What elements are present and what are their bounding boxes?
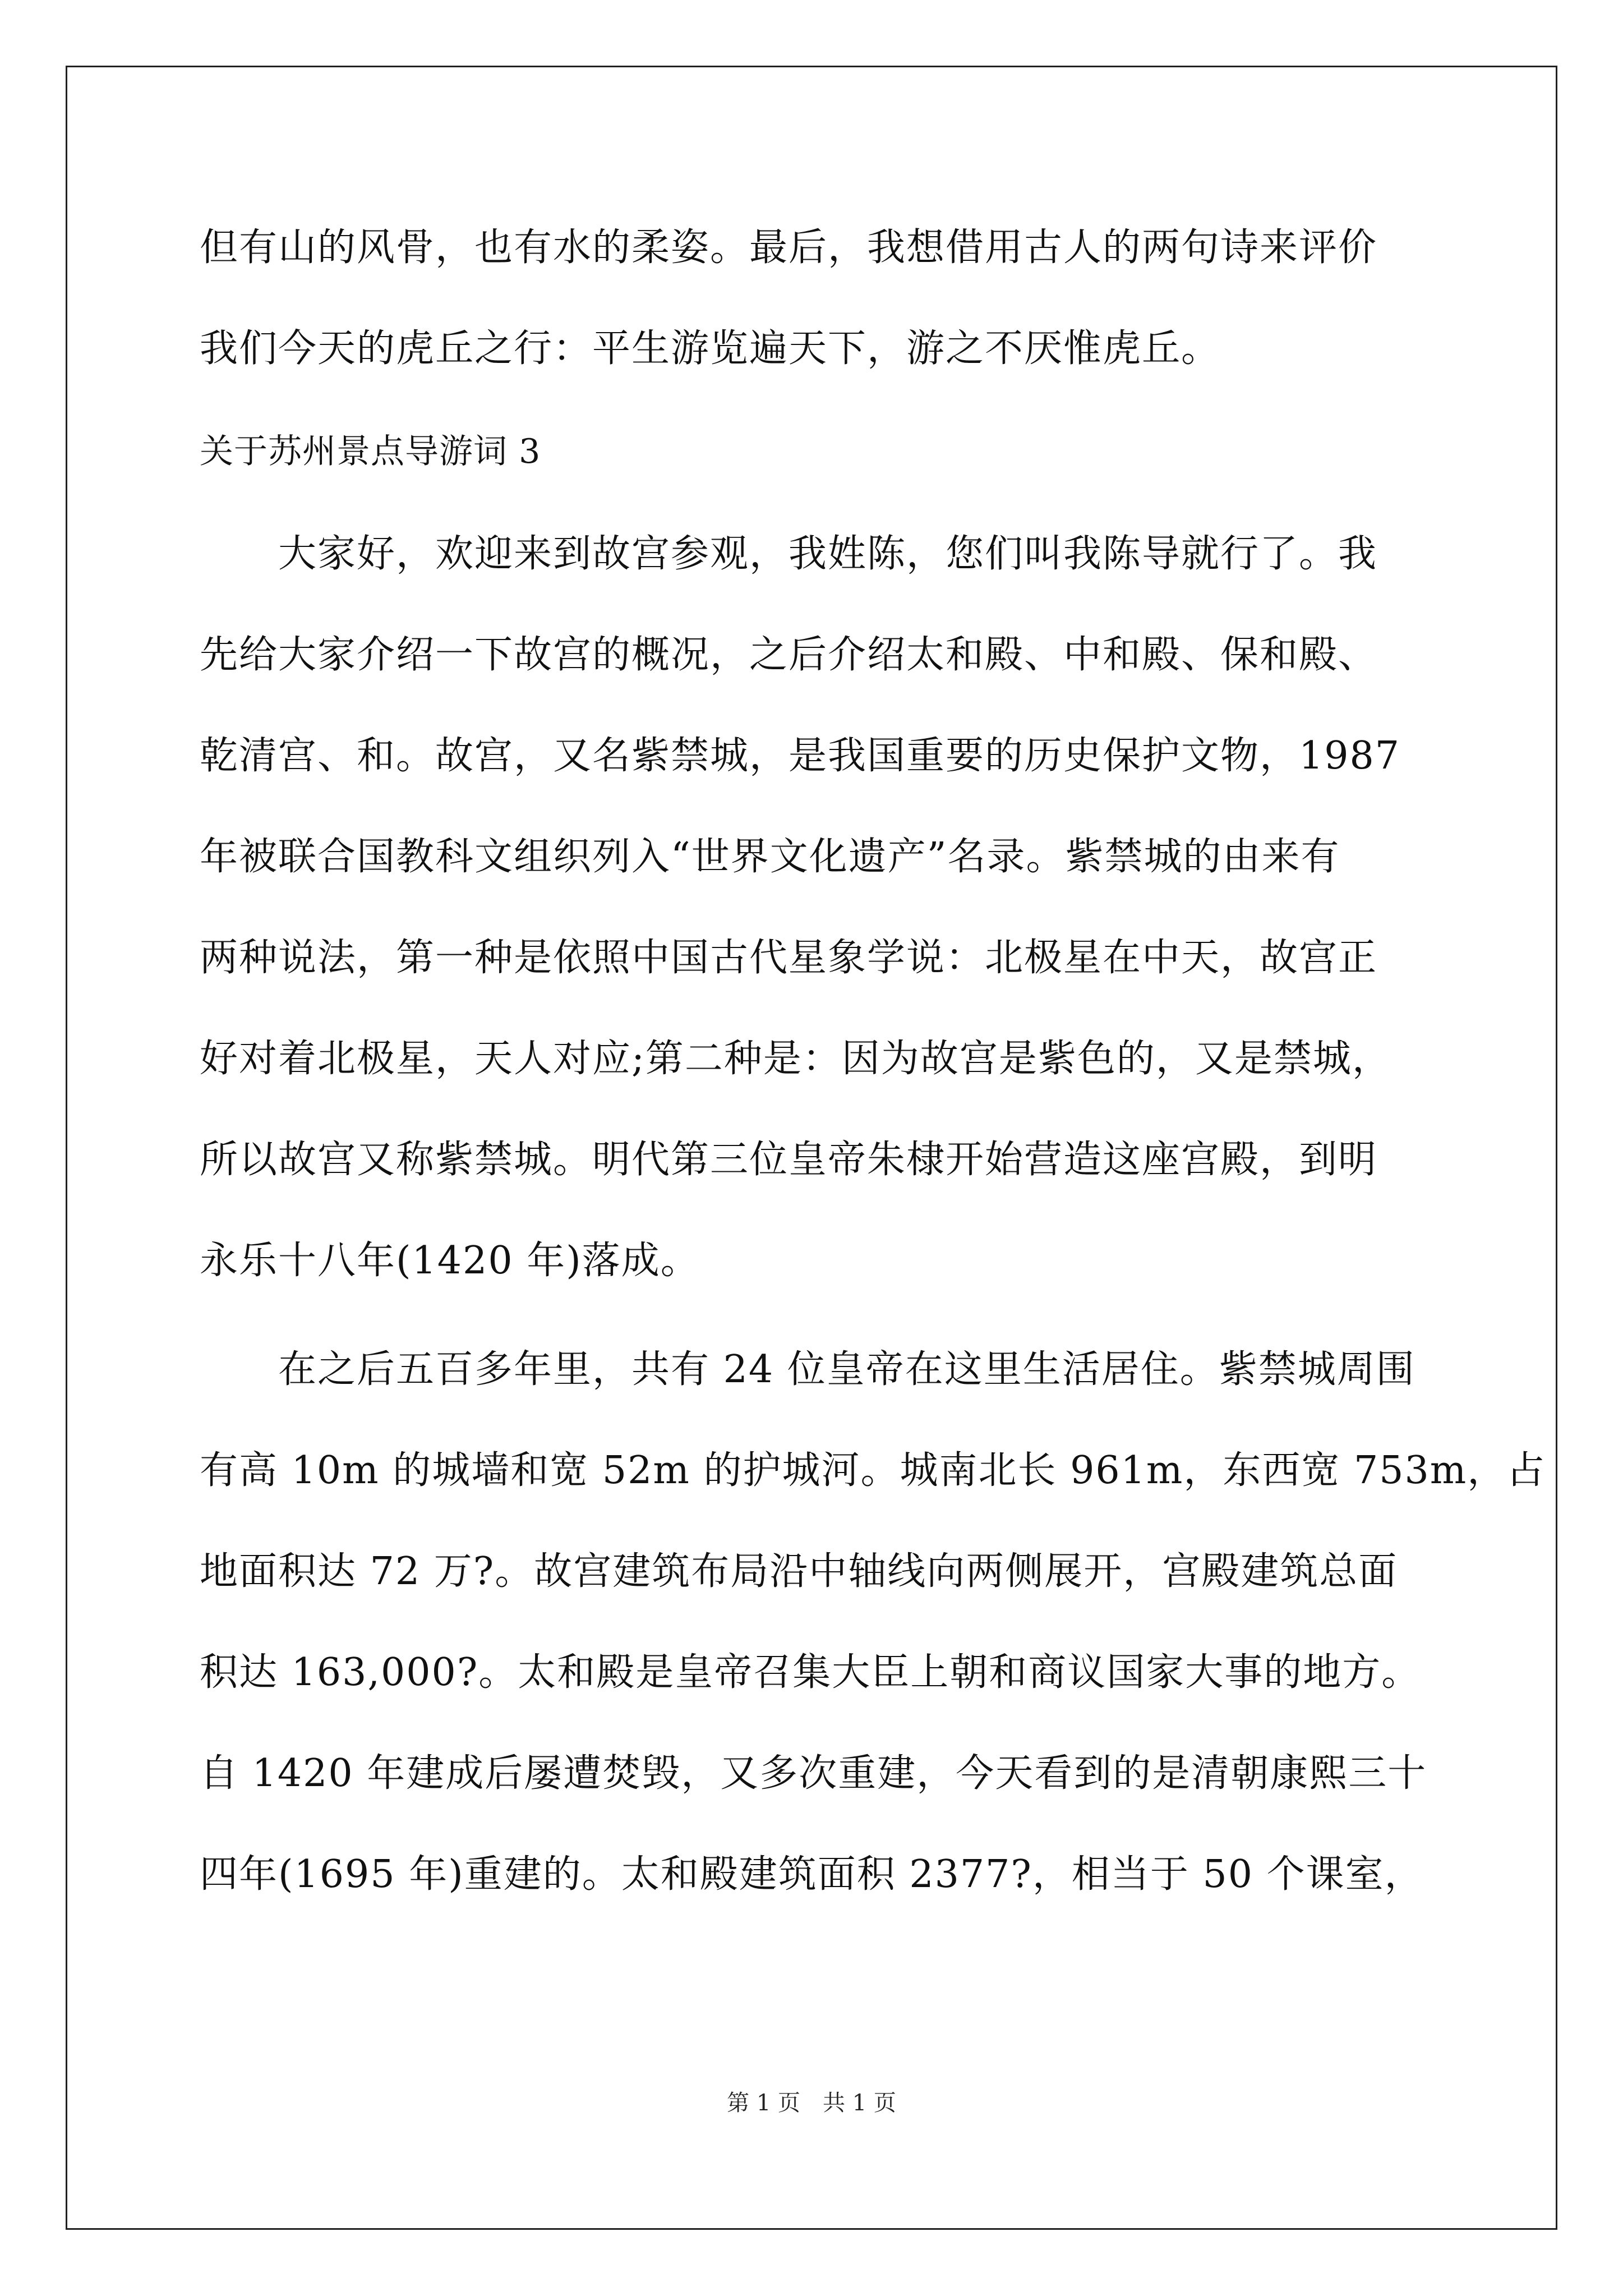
paragraph-line: 在之后五百多年里，共有 24 位皇帝在这里生活居住。紫禁城周围 — [278, 1347, 1415, 1392]
paragraph-line: 两种说法，第一种是依照中国古代星象学说：北极星在中天，故宫正 — [200, 936, 1378, 980]
paragraph-line: 好对着北极星，天人对应;第二种是：因为故宫是紫色的，又是禁城， — [200, 1037, 1391, 1081]
section-heading: 关于苏州景点导游词 3 — [200, 432, 541, 471]
paragraph-line: 永乐十八年(1420 年)落成。 — [200, 1239, 700, 1283]
paragraph-line: 有高 10m 的城墙和宽 52m 的护城河。城南北长 961m，东西宽 753m，占 — [200, 1448, 1546, 1493]
paragraph-line: 乾清宫、和。故宫，又名紫禁城，是我国重要的历史保护文物，1987 — [200, 734, 1401, 778]
paragraph-line: 先给大家介绍一下故宫的概况，之后介绍太和殿、中和殿、保和殿、 — [200, 633, 1378, 677]
paragraph-line: 年被联合国教科文组织列入“世界文化遗产”名录。紫禁城的由来有 — [200, 835, 1340, 879]
paragraph-line: 但有山的风骨，也有水的柔姿。最后，我想借用古人的两句诗来评价 — [200, 226, 1378, 270]
paragraph-line: 大家好，欢迎来到故宫参观，我姓陈，您们叫我陈导就行了。我 — [278, 532, 1378, 576]
paragraph-line: 所以故宫又称紫禁城。明代第三位皇帝朱棣开始营造这座宫殿，到明 — [200, 1138, 1378, 1182]
paragraph-line: 积达 163,000?。太和殿是皇帝召集大臣上朝和商议国家大事的地方。 — [200, 1650, 1421, 1695]
paragraph-line: 四年(1695 年)重建的。太和殿建筑面积 2377?，相当于 50 个课室， — [200, 1852, 1424, 1897]
page-footer — [0, 2089, 1623, 2117]
paragraph-line: 我们今天的虎丘之行：平生游览遍天下，游之不厌惟虎丘。 — [200, 326, 1221, 371]
paragraph-line: 自 1420 年建成后屡遭焚毁，又多次重建，今天看到的是清朝康熙三十 — [200, 1751, 1427, 1796]
page-number: 第 1 页 — [727, 2090, 800, 2116]
page-total: 共 1 页 — [823, 2090, 896, 2116]
paragraph-line: 地面积达 72 万?。故宫建筑布局沿中轴线向两侧展开，宫殿建筑总面 — [200, 1549, 1398, 1594]
